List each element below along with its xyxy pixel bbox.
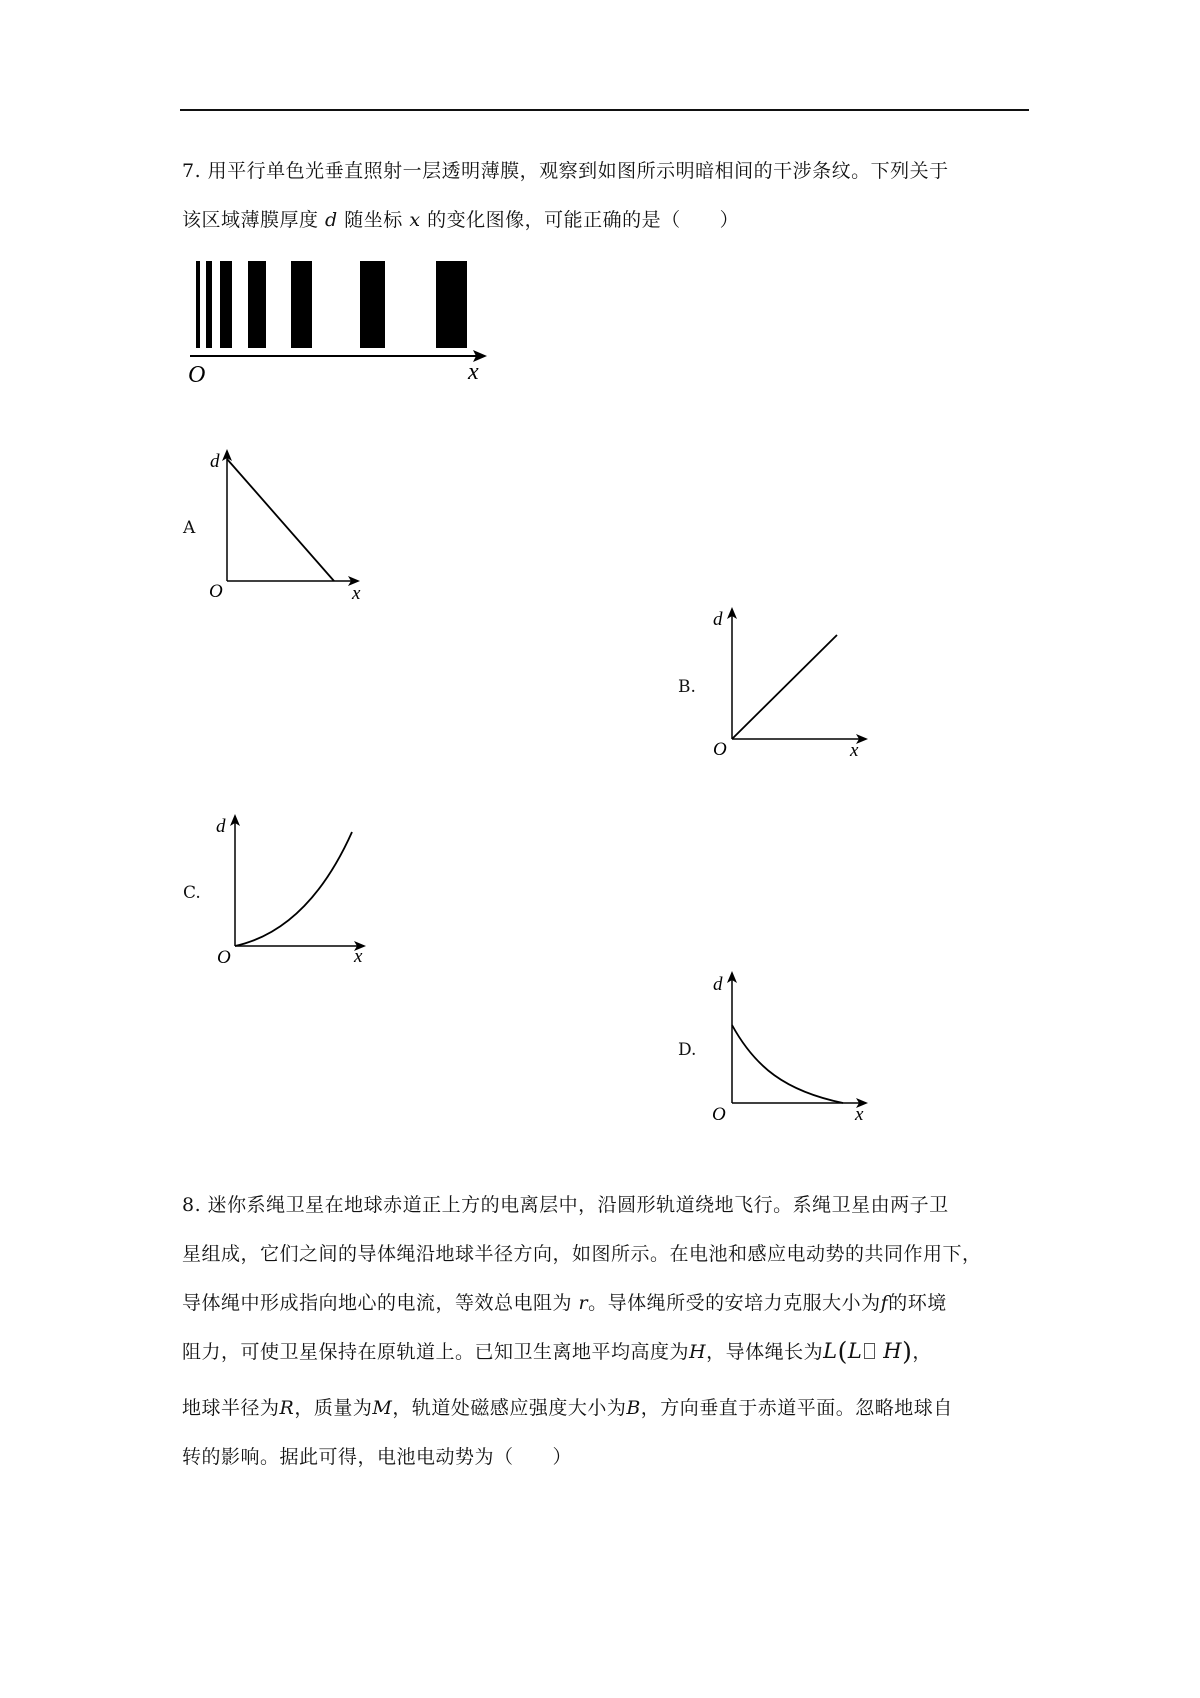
origin-label: O [713,739,727,760]
fringe-bar [360,261,385,348]
q8-line-1 [182,1190,1032,1217]
x-label: x [352,583,361,604]
q7-text-2b: 随坐标 [337,209,410,231]
q8-line-4 [182,1337,1032,1366]
origin-label: O [209,581,223,602]
q7-text-1: 7. 用平行单色光垂直照射一层透明薄膜，观察到如图所示明暗相间的干涉条纹。下列关于 [182,160,949,182]
q8-var-H: H [689,1341,707,1363]
q8-text-2: 星组成，它们之间的导体绳沿地球半径方向，如图所示。在电池和感应电动势的共同作用下， [182,1243,982,1265]
curve-c [235,832,352,946]
q8-text-5c: ，轨道处磁感应强度大小为 [392,1397,627,1419]
q8-line-5 [182,1393,1032,1420]
q8-var-L: L [823,1339,838,1363]
q8-text-4b: ，导体绳长为 [706,1341,824,1363]
option-c-graph[interactable] [208,810,378,970]
q8-text-4a: 阻力，可使卫星保持在原轨道上。已知卫生离地平均高度为 [182,1341,690,1363]
q8-line-2 [182,1239,1032,1266]
fringe-figure [180,255,500,390]
q8-text-3c: 的环境 [888,1292,947,1314]
fringe-x-label: x [468,359,479,385]
q8-text-3b: 。导体绳所受的安培力克服大小为 [588,1292,881,1314]
q8-line-6 [182,1442,1032,1469]
option-b-label[interactable]: B. [678,677,696,697]
q8-text-1: 8. 迷你系绳卫星在地球赤道正上方的电离层中，沿圆形轨道绕地飞行。系绳卫星由两子卫 [182,1194,949,1216]
d-label: d [713,609,723,630]
q8-text-3a: 导体绳中形成指向地心的电流，等效总电阻为 [182,1292,579,1314]
q8-var-R: R [279,1397,295,1419]
header-rule [180,109,1029,111]
fringe-bars [196,261,467,348]
fringe-origin-label: O [188,362,206,388]
q7-line-2 [182,205,1032,232]
fringe-bar [248,261,266,348]
fringe-bar [196,261,200,348]
q8-var-L-inner: L [847,1339,863,1363]
unrendered-symbol-icon [864,1343,875,1359]
q7-line-1 [182,156,1032,183]
option-b-graph[interactable] [705,603,875,763]
q8-length-expression: L(L H) [823,1337,913,1366]
q7-var-d: d [325,209,338,231]
option-d-label[interactable]: D. [678,1040,697,1060]
q8-text-5d: ，方向垂直于赤道平面。忽略地球自 [640,1397,953,1419]
x-label: x [850,740,859,761]
q8-text-5b: ，质量为 [294,1397,373,1419]
q8-text-4c: ， [912,1341,932,1363]
q8-line-3 [182,1288,1032,1315]
option-d-graph[interactable] [705,967,875,1127]
q8-var-f: f [880,1292,889,1314]
origin-label: O [712,1104,726,1125]
q7-var-x: x [409,209,421,231]
d-label: d [210,451,220,472]
x-label: x [354,946,363,967]
curve-a [227,459,334,581]
q8-var-r: r [578,1292,589,1314]
q8-text-6: 转的影响。据此可得，电池电动势为（ ） [182,1446,573,1468]
option-a-graph[interactable] [200,445,370,605]
q8-var-M: M [372,1397,393,1419]
q7-text-2c: 的变化图像，可能正确的是（ ） [420,209,740,231]
curve-b [732,635,837,739]
fringe-bar [206,261,212,348]
fringe-bar [220,261,232,348]
fringe-bar [436,261,467,348]
d-label: d [216,816,226,837]
q8-text-5a: 地球半径为 [182,1397,280,1419]
q8-var-B: B [626,1397,641,1419]
option-c-label[interactable]: C. [183,883,201,903]
option-a-label[interactable]: A [183,518,196,538]
fringe-bar [291,261,312,348]
x-label: x [855,1104,864,1125]
origin-label: O [217,947,231,968]
curve-d [732,1025,843,1103]
q7-text-2a: 该区域薄膜厚度 [182,209,326,231]
q8-var-H-inner: H [883,1339,903,1363]
d-label: d [713,974,723,995]
